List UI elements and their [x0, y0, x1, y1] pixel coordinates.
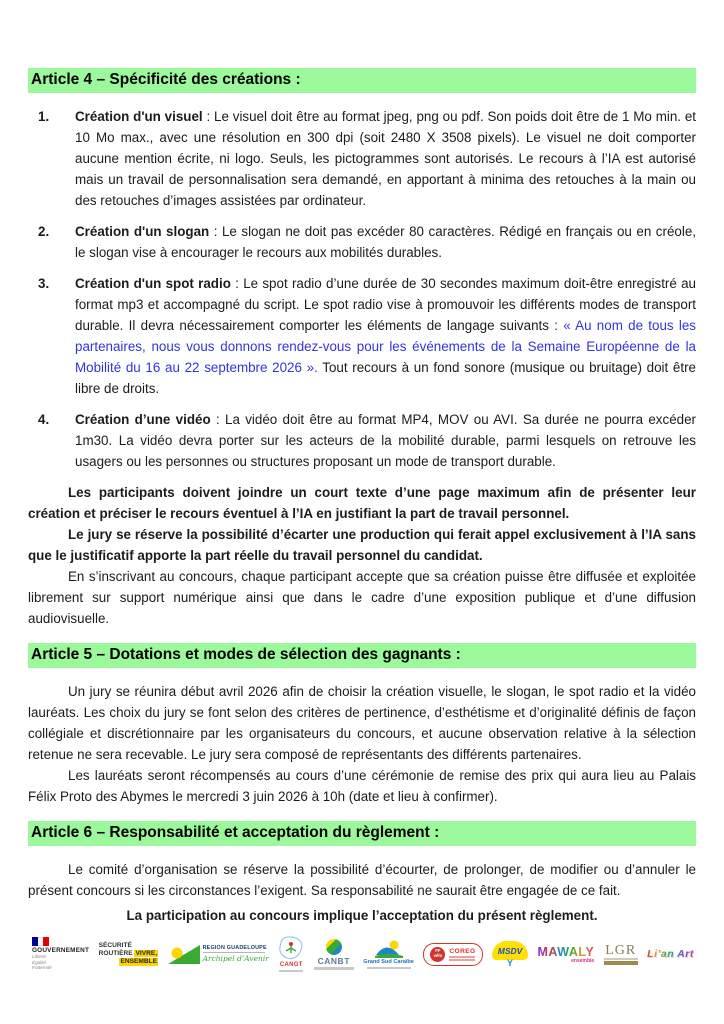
logo-msdv: [492, 941, 528, 967]
item-body-text: Tout recours à un fond sonore (musique ou bruitage) doit être libre de droits.: [75, 360, 696, 396]
logo-label: MAWALY: [537, 944, 595, 959]
item-title: Création d'un slogan: [75, 224, 210, 239]
logo-gouvernement: [32, 937, 89, 970]
logo-coreg-ffvelo: [423, 943, 482, 966]
list-item-slogan: [28, 221, 696, 263]
logo-lian-art: [647, 948, 694, 960]
logo-subline: [314, 967, 354, 970]
paragraph-participants: Les participants doivent joindre un court texte d’une page maximum afin de présenter leur création et préciser le recours éventuel à l’IA en justifiant la part de travail personnel.: [28, 485, 696, 521]
divider: [203, 952, 265, 953]
logo-subline: [449, 959, 475, 961]
logo-subline: [279, 970, 303, 973]
coreg-text-block: [449, 948, 475, 961]
cangt-map-icon: [278, 936, 304, 961]
logo-label: REGION GUADELOUPE: [202, 945, 267, 951]
list-item-spot-radio: [28, 273, 696, 399]
item-text: [75, 409, 696, 472]
logo-securite-routiere: [99, 942, 159, 966]
article-6-heading: Article 6 – Responsabilité et acceptation du règlement :: [28, 821, 696, 846]
article-4-heading: Article 4 – Spécificité des créations :: [28, 68, 696, 93]
region-text-block: [203, 945, 269, 963]
ffvelo-icon: [430, 947, 445, 962]
logo-label: COREG: [449, 947, 476, 955]
logo-label: Li’an Art: [647, 948, 694, 960]
item-separator: :: [209, 224, 222, 239]
logo-label: CANBT: [317, 955, 350, 966]
logo-label: CANGT: [279, 962, 303, 968]
logo-subline: [604, 958, 638, 960]
logo-label: Grand Sud Caraïbe: [363, 959, 414, 965]
logo-grand-sud-caraibe: [363, 939, 414, 969]
logo-highlight: ENSEMBLE: [120, 958, 158, 965]
list-item-visuel: [28, 106, 696, 211]
logo-label: LGR: [605, 942, 637, 958]
item-body-text: La vidéo doit être au format MP4, MOV ou AVI. Sa durée ne pourra excéder 1m30. La vidéo devra porter sur les acteurs de la mobilité durable, parmi lesquels on retrouve les usagers ou les personnes ou structures proposant un mode de transport durable.: [75, 412, 696, 469]
item-number: 4.: [38, 412, 50, 427]
logo-label: SÉCURITÉ: [98, 942, 132, 949]
region-guadeloupe-icon: [168, 945, 200, 964]
logo-label: GOUVERNEMENT: [32, 947, 90, 955]
logo-subline: [604, 961, 638, 965]
logo-tagline: Archipel d’Avenir: [202, 954, 269, 963]
logo-subline: [367, 967, 411, 970]
logo-label: MSDV: [497, 945, 523, 956]
item-body-text: Le slogan ne doit pas excéder 80 caractères. Rédigé en français ou en créole, le slogan vise à encourager le recours aux mobilités durables.: [75, 224, 696, 260]
logo-highlight: VIVRE,: [135, 950, 158, 957]
paragraph-responsabilite: Le comité d’organisation se réserve la possibilité d’écourter, de prolonger, de modifier ou d’annuler le présent concours si les circonstances l’exigent. Sa responsabilité ne saurait être engagée de ce fait.: [28, 862, 696, 898]
coreg-badge: [423, 943, 482, 966]
logo-mawaly: [538, 945, 595, 964]
motto-line: Fraternité: [32, 965, 52, 971]
item-separator: :: [210, 412, 226, 427]
item-separator: :: [202, 109, 215, 124]
logo-subline: [449, 956, 475, 958]
closing-statement: La participation au concours implique l’acceptation du présent règlement.: [126, 908, 598, 923]
partners-quote: « Au nom de tous les partenaires, nous vous donnons rendez-vous pour les événements de la Semaine Européenne de la Mobilité du 16 au 22 septembre 2026 ».: [75, 318, 696, 375]
logo-label: ROUTIÈRE: [98, 950, 133, 957]
item-title: Création d'un spot radio: [75, 276, 231, 291]
list-item-video: [28, 409, 696, 472]
article-4-paragraphs: [28, 482, 696, 629]
sail-icon: [373, 939, 405, 958]
paragraph-jury-ia: Le jury se réserve la possibilité d’écarter une production qui ferait appel exclusivement à l’IA sans que le justificatif apporte la part réelle du travail personnel du candidat.: [28, 527, 696, 563]
item-body-text: Le visuel doit être au format jpeg, png ou pdf. Son poids doit être de 1 Mo min. et 10 Mo max., avec une résolution en 300 dpi (soit 2480 X 3508 pixels). Le visuel ne doit comporter aucune mention écrite, ni logo. Seuls, les pictogrammes sont autorisés. Le recours à l’IA est autorisé mais un travail de personnalisation sera demandé, en apportant à minima des retouches à la main ou des retouches d’images assistées par ordinateur.: [75, 109, 696, 208]
motto-line: Égalité: [32, 959, 47, 965]
logo-label: [99, 950, 159, 958]
logo-region-guadeloupe: [168, 945, 269, 964]
motto-line: Liberté: [32, 954, 47, 960]
item-text: [75, 106, 696, 211]
french-flag-icon: [32, 937, 49, 946]
item-text: [75, 221, 696, 263]
helmet-strap-icon: Y: [507, 958, 514, 968]
item-text: [75, 273, 696, 399]
paragraph-jury-selection: Un jury se réunira début avril 2026 afin de choisir la création visuelle, le slogan, le spot radio et la vidéo lauréats. Les choix du jury se font selon des critères de pertinence, d’esthétisme et d’originalité définis de façon collégiale et discrétionnaire par les organisateurs du concours, et aucune observation relative à la sélection retenue ne sera recevable. Le jury sera composé de représentants des différents partenaires.: [28, 684, 696, 762]
logo-label: FF: [435, 948, 441, 954]
item-title: Création d’une vidéo: [75, 412, 211, 427]
item-number: 1.: [38, 109, 50, 124]
logo-cangt: [278, 936, 304, 972]
logo-canbt: [314, 939, 354, 970]
logo-tagline: ensemble: [571, 957, 595, 964]
item-title: Création d'un visuel: [75, 109, 203, 124]
article-5-heading: Article 5 – Dotations et modes de sélection des gagnants :: [28, 643, 696, 668]
paragraph-ceremonie: Les lauréats seront récompensés au cours d’une cérémonie de remise des prix qui aura lieu au Palais Félix Proto des Abymes le mercredi 3 juin 2026 à 10h (date et lieu à confirmer).: [28, 768, 696, 804]
item-number: 2.: [38, 224, 50, 239]
item-body-text: Le spot radio d’une durée de 30 secondes maximum doit-être enregistré au format mp3 et accompagné du script. Le spot radio vise à promouvoir les différents modes de transport durable. Il devra nécessairement comporter les éléments de langage suivants :: [75, 276, 696, 333]
partner-logos-bar: [32, 922, 694, 986]
item-separator: :: [230, 276, 244, 291]
logo-lgr: [604, 944, 638, 965]
paragraph-diffusion: En s’inscrivant au concours, chaque participant accepte que sa création puisse être diffusée et exploitée librement sur support numérique ainsi que dans le cadre d’une exposition publique et d’une diffusion audiovisuelle.: [28, 569, 696, 626]
item-number: 3.: [38, 276, 50, 291]
logo-motto: [32, 954, 52, 970]
logo-label: vélo: [433, 953, 443, 958]
canbt-icon: [326, 939, 342, 955]
